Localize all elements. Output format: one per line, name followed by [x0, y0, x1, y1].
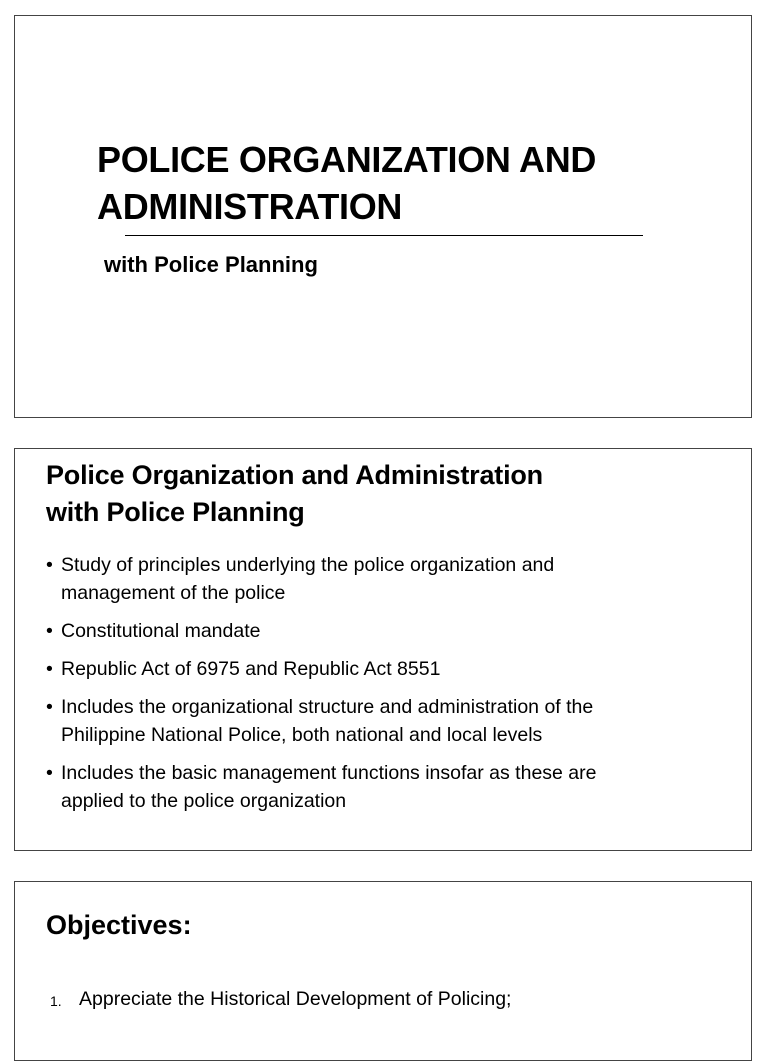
bullet-text-line-2: management of the police [61, 582, 286, 604]
overview-title [46, 457, 726, 531]
bullet-text-line-2: applied to the police organization [61, 790, 347, 812]
bullet-item [46, 617, 736, 645]
objectives-title: Objectives: [46, 910, 192, 940]
overview-title-line-1: Police Organization and Administration [46, 460, 543, 490]
objectives-slide [14, 881, 752, 1061]
overview-title-line-2: with Police Planning [46, 497, 305, 527]
bullet-text-line-2: Philippine National Police, both national and local levels [61, 724, 543, 746]
bullet-text-line-1: Includes the basic management functions insofar as these are [61, 762, 597, 784]
objective-text: Appreciate the Historical Development of Policing; [79, 988, 512, 1010]
slide-title-line-1: POLICE ORGANIZATION AND [97, 139, 597, 180]
bullet-text-line-1: Study of principles underlying the police organization and [61, 554, 555, 576]
bullet-icon: • [46, 658, 53, 680]
bullet-text-line-1: Republic Act of 6975 and Republic Act 8551 [61, 658, 441, 680]
bullet-item [46, 551, 736, 607]
bullet-item [46, 693, 736, 749]
bullet-icon: • [46, 620, 53, 642]
title-divider [125, 235, 643, 236]
objective-item [46, 985, 736, 1013]
objective-number: 1. [50, 993, 62, 1009]
overview-slide [14, 448, 752, 851]
slide-title [97, 136, 737, 230]
slide-subtitle: with Police Planning [104, 252, 318, 277]
overview-bullet-list [46, 551, 736, 825]
title-slide [14, 15, 752, 418]
bullet-item [46, 655, 736, 683]
bullet-icon: • [46, 762, 53, 784]
slide-title-line-2: ADMINISTRATION [97, 186, 403, 227]
bullet-text-line-1: Constitutional mandate [61, 620, 261, 642]
bullet-icon: • [46, 696, 53, 718]
bullet-item [46, 759, 736, 815]
bullet-icon: • [46, 554, 53, 576]
objectives-list [46, 985, 736, 1013]
bullet-text-line-1: Includes the organizational structure and administration of the [61, 696, 594, 718]
